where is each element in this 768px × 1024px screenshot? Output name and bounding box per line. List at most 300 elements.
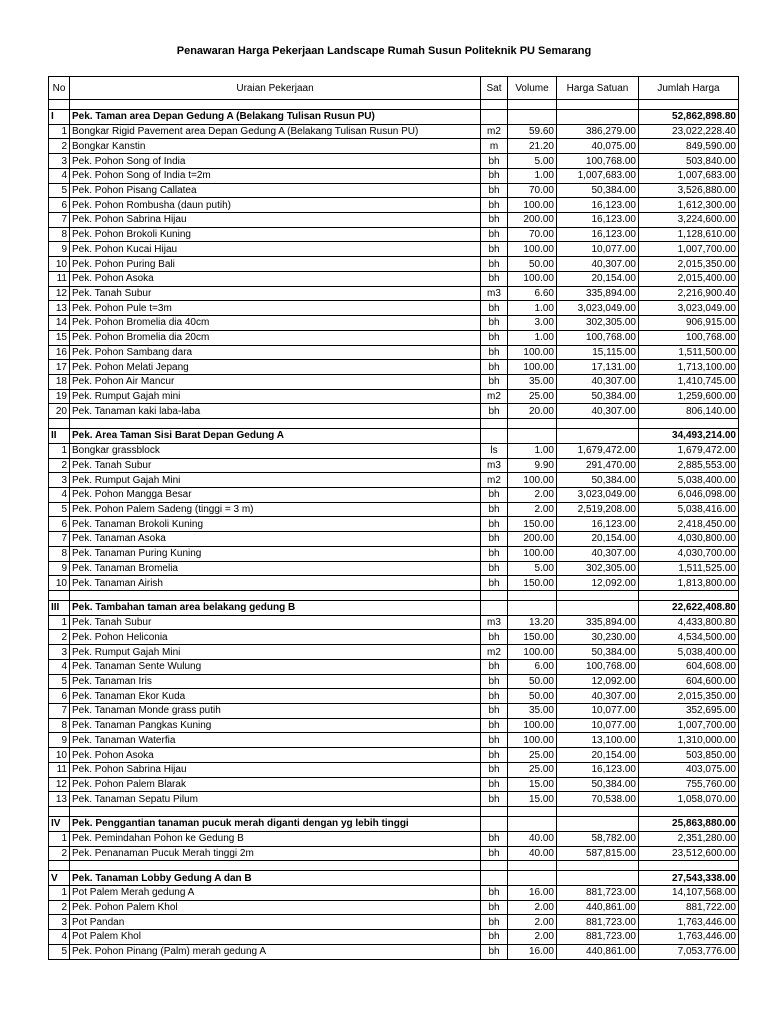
cell-sat: bh [481,168,508,183]
cell-sat: bh [481,271,508,286]
cell-sat: bh [481,630,508,645]
cell-uraian: Bongkar Rigid Pavement area Depan Gedung A (Belakang Tulisan Rusun PU) [70,124,481,139]
table-row [49,659,739,674]
cell-no: 9 [49,733,70,748]
section-harga [557,817,639,832]
cell-volume: 59.60 [508,124,557,139]
cell-jumlah: 2,015,400.00 [639,271,739,286]
cell-harga: 16,123.00 [557,198,639,213]
section-total: 52,862,898.80 [639,110,739,125]
cell-uraian: Pek. Tanaman kaki laba-laba [70,404,481,419]
cell-no: 2 [49,458,70,473]
cell-jumlah: 1,763,446.00 [639,915,739,930]
cell-volume: 100.00 [508,198,557,213]
spacer-cell [508,591,557,601]
cell-harga: 40,307.00 [557,257,639,272]
spacer-cell [639,861,739,871]
cell-harga: 40,307.00 [557,374,639,389]
cell-no: 1 [49,443,70,458]
col-header-no: No [49,77,70,100]
cell-sat: bh [481,183,508,198]
cell-uraian: Bongkar Kanstin [70,139,481,154]
spacer-cell [481,807,508,817]
cell-sat: bh [481,198,508,213]
cell-no: 2 [49,846,70,861]
section-number: V [49,871,70,886]
cell-no: 12 [49,777,70,792]
cell-sat: m3 [481,458,508,473]
cell-sat: m3 [481,286,508,301]
section-sat [481,110,508,125]
cell-harga: 302,305.00 [557,561,639,576]
cell-uraian: Bongkar grassblock [70,443,481,458]
cell-jumlah: 2,885,553.00 [639,458,739,473]
cell-jumlah: 1,007,683.00 [639,168,739,183]
cell-jumlah: 403,075.00 [639,762,739,777]
cell-sat: bh [481,487,508,502]
table-row [49,404,739,419]
col-header-volume: Volume [508,77,557,100]
cell-no: 9 [49,561,70,576]
spacer-cell [557,419,639,429]
cell-harga: 10,077.00 [557,718,639,733]
cell-sat: bh [481,404,508,419]
section-title: Pek. Penggantian tanaman pucuk merah diganti dengan yg lebih tinggi [70,817,481,832]
table-row [49,630,739,645]
cell-jumlah: 1,058,070.00 [639,792,739,807]
section-title: Pek. Tambahan taman area belakang gedung B [70,601,481,616]
cell-harga: 100,768.00 [557,154,639,169]
cell-uraian: Pek. Pohon Kucai Hijau [70,242,481,257]
spacer-row [49,591,739,601]
cell-no: 2 [49,900,70,915]
spacer-cell [639,807,739,817]
cell-sat: bh [481,674,508,689]
spacer-cell [49,419,70,429]
section-number: III [49,601,70,616]
cell-jumlah: 1,007,700.00 [639,718,739,733]
cell-jumlah: 5,038,400.00 [639,645,739,660]
cell-jumlah: 2,216,900.40 [639,286,739,301]
cell-uraian: Pek. Pohon Heliconia [70,630,481,645]
cell-volume: 16.00 [508,944,557,959]
cell-sat: m3 [481,615,508,630]
cell-uraian: Pek. Pohon Palem Sadeng (tinggi = 3 m) [70,502,481,517]
cell-uraian: Pek. Pohon Palem Blarak [70,777,481,792]
spacer-cell [481,419,508,429]
cell-jumlah: 1,310,000.00 [639,733,739,748]
cell-no: 3 [49,154,70,169]
cell-no: 16 [49,345,70,360]
cell-harga: 40,307.00 [557,689,639,704]
cell-uraian: Pek. Pohon Bromelia dia 20cm [70,330,481,345]
cell-no: 3 [49,645,70,660]
cell-volume: 6.60 [508,286,557,301]
cell-no: 11 [49,271,70,286]
spacer-cell [70,100,481,110]
cell-harga: 10,077.00 [557,704,639,719]
cell-jumlah: 1,007,700.00 [639,242,739,257]
table-row [49,271,739,286]
table-row [49,532,739,547]
cell-sat: bh [481,718,508,733]
cell-no: 10 [49,748,70,763]
cell-sat: bh [481,374,508,389]
cell-jumlah: 1,259,600.00 [639,389,739,404]
section-volume [508,110,557,125]
table-row [49,139,739,154]
spacer-cell [70,591,481,601]
spacer-cell [70,861,481,871]
cell-uraian: Pek. Rumput Gajah Mini [70,645,481,660]
section-sat [481,429,508,444]
spacer-row [49,861,739,871]
section-harga [557,601,639,616]
cell-volume: 70.00 [508,227,557,242]
cell-jumlah: 806,140.00 [639,404,739,419]
cell-uraian: Pek. Pohon Bromelia dia 40cm [70,316,481,331]
cell-uraian: Pek. Tanaman Brokoli Kuning [70,517,481,532]
section-sat [481,871,508,886]
cell-harga: 100,768.00 [557,330,639,345]
cell-jumlah: 906,915.00 [639,316,739,331]
cell-sat: bh [481,517,508,532]
cell-jumlah: 4,030,700.00 [639,546,739,561]
table-row [49,561,739,576]
table-row [49,718,739,733]
table-row [49,930,739,945]
table-row [49,360,739,375]
cell-uraian: Pek. Tanah Subur [70,458,481,473]
cell-volume: 2.00 [508,487,557,502]
cell-uraian: Pek. Tanaman Ekor Kuda [70,689,481,704]
cell-no: 6 [49,689,70,704]
section-title: Pek. Taman area Depan Gedung A (Belakang Tulisan Rusun PU) [70,110,481,125]
cell-volume: 100.00 [508,718,557,733]
cell-harga: 291,470.00 [557,458,639,473]
cell-harga: 50,384.00 [557,473,639,488]
cell-volume: 100.00 [508,360,557,375]
spacer-cell [70,419,481,429]
cell-jumlah: 3,023,049.00 [639,301,739,316]
spacer-cell [508,419,557,429]
cell-no: 15 [49,330,70,345]
cell-jumlah: 5,038,416.00 [639,502,739,517]
table-row [49,733,739,748]
cell-sat: bh [481,242,508,257]
table-row [49,915,739,930]
cell-sat: bh [481,704,508,719]
cell-sat: bh [481,316,508,331]
cell-jumlah: 1,511,500.00 [639,345,739,360]
spacer-cell [508,807,557,817]
table-row [49,777,739,792]
spacer-cell [49,100,70,110]
cell-uraian: Pek. Pemindahan Pohon ke Gedung B [70,831,481,846]
cell-jumlah: 1,679,472.00 [639,443,739,458]
cell-harga: 12,092.00 [557,674,639,689]
cell-no: 10 [49,257,70,272]
cell-harga: 335,894.00 [557,286,639,301]
cell-harga: 12,092.00 [557,576,639,591]
cell-volume: 25.00 [508,762,557,777]
cell-volume: 70.00 [508,183,557,198]
cell-uraian: Pek. Tanaman Puring Kuning [70,546,481,561]
cell-no: 8 [49,718,70,733]
section-harga [557,871,639,886]
cell-harga: 881,723.00 [557,885,639,900]
cell-sat: bh [481,900,508,915]
cell-volume: 25.00 [508,389,557,404]
table-row [49,345,739,360]
table-row [49,502,739,517]
cell-uraian: Pek. Pohon Pinang (Palm) merah gedung A [70,944,481,959]
cell-jumlah: 14,107,568.00 [639,885,739,900]
cell-uraian: Pek. Tanaman Sepatu Pilum [70,792,481,807]
section-header-row [49,817,739,832]
cell-no: 20 [49,404,70,419]
cell-sat: bh [481,930,508,945]
table-row [49,257,739,272]
cell-jumlah: 2,015,350.00 [639,257,739,272]
spacer-cell [49,807,70,817]
cell-jumlah: 3,224,600.00 [639,213,739,228]
table-row [49,389,739,404]
cell-sat: bh [481,532,508,547]
cell-sat: m [481,139,508,154]
cell-volume: 200.00 [508,213,557,228]
cell-jumlah: 1,612,300.00 [639,198,739,213]
cell-volume: 15.00 [508,792,557,807]
table-row [49,900,739,915]
spacer-cell [481,100,508,110]
cell-jumlah: 4,433,800.80 [639,615,739,630]
spacer-cell [557,807,639,817]
cell-no: 6 [49,517,70,532]
cell-jumlah: 5,038,400.00 [639,473,739,488]
cell-jumlah: 1,511,525.00 [639,561,739,576]
cell-harga: 881,723.00 [557,930,639,945]
section-harga [557,429,639,444]
spacer-row [49,419,739,429]
cell-sat: bh [481,733,508,748]
cell-uraian: Pek. Tanaman Waterfia [70,733,481,748]
cell-sat: bh [481,762,508,777]
table-row [49,748,739,763]
cell-no: 5 [49,502,70,517]
cell-jumlah: 4,534,500.00 [639,630,739,645]
cell-jumlah: 7,053,776.00 [639,944,739,959]
table-row [49,792,739,807]
cell-volume: 100.00 [508,546,557,561]
section-header-row [49,601,739,616]
section-number: I [49,110,70,125]
cell-jumlah: 23,022,228.40 [639,124,739,139]
cell-volume: 1.00 [508,443,557,458]
cell-sat: bh [481,561,508,576]
cell-no: 18 [49,374,70,389]
cell-sat: bh [481,689,508,704]
cell-sat: bh [481,846,508,861]
section-total: 22,622,408.80 [639,601,739,616]
table-row [49,831,739,846]
cell-harga: 17,131.00 [557,360,639,375]
cell-jumlah: 4,030,800.00 [639,532,739,547]
cell-uraian: Pek. Tanaman Bromelia [70,561,481,576]
cell-uraian: Pek. Pohon Rombusha (daun putih) [70,198,481,213]
cell-uraian: Pek. Pohon Asoka [70,748,481,763]
cell-no: 7 [49,213,70,228]
spacer-cell [639,100,739,110]
cell-harga: 50,384.00 [557,645,639,660]
cell-harga: 20,154.00 [557,532,639,547]
table-row [49,213,739,228]
cell-harga: 13,100.00 [557,733,639,748]
cell-uraian: Pek. Pohon Sabrina Hijau [70,213,481,228]
cell-jumlah: 3,526,880.00 [639,183,739,198]
table-row [49,198,739,213]
cell-jumlah: 6,046,098.00 [639,487,739,502]
cell-uraian: Pot Palem Merah gedung A [70,885,481,900]
cell-uraian: Pek. Tanaman Asoka [70,532,481,547]
cell-volume: 35.00 [508,704,557,719]
cell-volume: 150.00 [508,576,557,591]
cell-harga: 2,519,208.00 [557,502,639,517]
spacer-cell [49,591,70,601]
table-body [49,100,739,960]
cell-harga: 40,075.00 [557,139,639,154]
section-header-row [49,871,739,886]
spacer-cell [481,861,508,871]
cell-volume: 25.00 [508,748,557,763]
cell-no: 4 [49,930,70,945]
cell-harga: 302,305.00 [557,316,639,331]
cell-no: 3 [49,473,70,488]
cell-uraian: Pek. Pohon Puring Bali [70,257,481,272]
cell-harga: 440,861.00 [557,900,639,915]
cell-sat: bh [481,659,508,674]
cell-no: 19 [49,389,70,404]
cell-volume: 1.00 [508,168,557,183]
section-harga [557,110,639,125]
cell-uraian: Pek. Pohon Brokoli Kuning [70,227,481,242]
cell-harga: 3,023,049.00 [557,301,639,316]
cell-sat: bh [481,330,508,345]
cell-volume: 2.00 [508,915,557,930]
cell-volume: 1.00 [508,301,557,316]
cell-uraian: Pek. Pohon Song of India [70,154,481,169]
cell-uraian: Pek. Tanaman Monde grass putih [70,704,481,719]
cell-jumlah: 1,763,446.00 [639,930,739,945]
section-total: 34,493,214.00 [639,429,739,444]
cell-no: 12 [49,286,70,301]
cell-harga: 40,307.00 [557,546,639,561]
cell-volume: 5.00 [508,154,557,169]
cell-jumlah: 849,590.00 [639,139,739,154]
cell-harga: 16,123.00 [557,762,639,777]
table-row [49,689,739,704]
cell-no: 10 [49,576,70,591]
table-row [49,443,739,458]
spacer-cell [557,100,639,110]
spacer-cell [508,100,557,110]
cell-sat: bh [481,546,508,561]
cell-jumlah: 1,128,610.00 [639,227,739,242]
table-row [49,704,739,719]
cell-sat: bh [481,777,508,792]
cell-uraian: Pot Palem Khol [70,930,481,945]
cell-volume: 50.00 [508,257,557,272]
cell-volume: 50.00 [508,689,557,704]
table-row [49,242,739,257]
cell-sat: bh [481,154,508,169]
table-row [49,846,739,861]
col-header-sat: Sat [481,77,508,100]
cell-uraian: Pek. Pohon Mangga Besar [70,487,481,502]
cell-uraian: Pek. Rumput Gajah Mini [70,473,481,488]
cell-harga: 881,723.00 [557,915,639,930]
spacer-cell [639,419,739,429]
table-row [49,487,739,502]
cell-no: 3 [49,915,70,930]
cell-sat: m2 [481,645,508,660]
cell-harga: 335,894.00 [557,615,639,630]
cell-harga: 440,861.00 [557,944,639,959]
cell-uraian: Pek. Pohon Air Mancur [70,374,481,389]
cell-no: 6 [49,198,70,213]
cell-sat: bh [481,831,508,846]
cell-sat: m2 [481,124,508,139]
section-volume [508,429,557,444]
table-row [49,645,739,660]
cell-jumlah: 2,015,350.00 [639,689,739,704]
cell-no: 4 [49,659,70,674]
cell-no: 1 [49,615,70,630]
table-row [49,301,739,316]
cell-sat: bh [481,885,508,900]
spacer-row [49,100,739,110]
cell-jumlah: 604,600.00 [639,674,739,689]
cell-harga: 40,307.00 [557,404,639,419]
table-row [49,944,739,959]
section-number: II [49,429,70,444]
table-row [49,330,739,345]
cell-uraian: Pek. Pohon Pisang Callatea [70,183,481,198]
cell-uraian: Pek. Pohon Melati Jepang [70,360,481,375]
cell-no: 1 [49,885,70,900]
cell-uraian: Pek. Pohon Song of India t=2m [70,168,481,183]
cell-sat: bh [481,257,508,272]
cell-harga: 30,230.00 [557,630,639,645]
cell-uraian: Pek. Pohon Sambang dara [70,345,481,360]
cell-no: 1 [49,124,70,139]
cell-harga: 16,123.00 [557,227,639,242]
section-title: Pek. Tanaman Lobby Gedung A dan B [70,871,481,886]
section-header-row [49,110,739,125]
section-header-row [49,429,739,444]
spacer-cell [481,591,508,601]
cell-volume: 40.00 [508,846,557,861]
cell-volume: 15.00 [508,777,557,792]
cell-no: 5 [49,944,70,959]
table-row [49,615,739,630]
cell-uraian: Pek. Pohon Palem Khol [70,900,481,915]
cell-uraian: Pek. Tanah Subur [70,286,481,301]
cell-jumlah: 503,850.00 [639,748,739,763]
cell-uraian: Pek. Pohon Pule t=3m [70,301,481,316]
cell-volume: 100.00 [508,473,557,488]
cell-no: 13 [49,792,70,807]
